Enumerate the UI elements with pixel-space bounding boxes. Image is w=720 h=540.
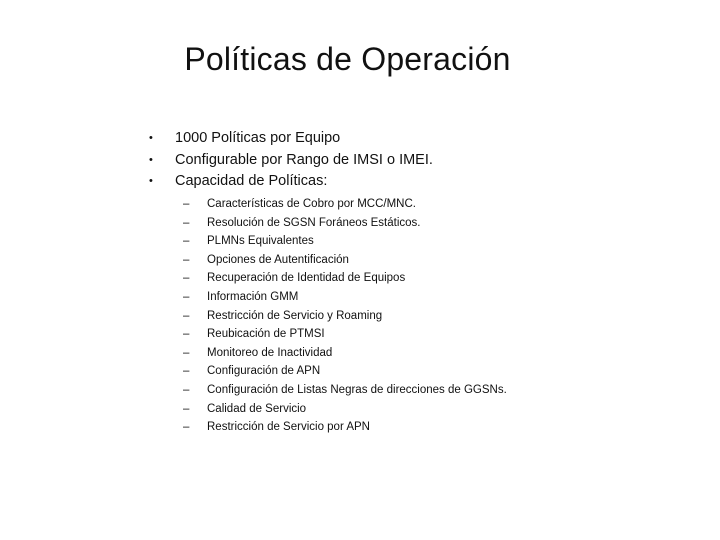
sub-bullet-marker: – xyxy=(183,365,190,378)
bullet-text: Configurable por Rango de IMSI o IMEI. xyxy=(175,151,433,168)
slide-title: Políticas de Operación xyxy=(184,41,511,77)
sub-bullet-text: PLMNs Equivalentes xyxy=(207,235,314,248)
sub-bullet-marker: – xyxy=(183,309,190,322)
bullet-text: 1000 Políticas por Equipo xyxy=(175,130,341,146)
sub-bullet-marker: – xyxy=(183,253,190,266)
sub-bullet-text: Configuración de APN xyxy=(207,365,321,378)
sub-bullet-text: Restricción de Servicio y Roaming xyxy=(207,309,383,322)
sub-bullet-marker: – xyxy=(183,216,190,229)
sub-bullet-marker: – xyxy=(183,235,190,248)
sub-bullet-text: Características de Cobro por MCC/MNC. xyxy=(207,198,416,210)
bullet-text: Capacidad de Políticas: xyxy=(175,173,328,189)
sub-bullet-text: Restricción de Servicio por APN xyxy=(207,421,370,434)
sub-bullet-marker: – xyxy=(183,198,190,210)
sub-bullet-marker: – xyxy=(183,421,190,434)
bullet-marker: • xyxy=(149,175,153,187)
sub-bullet-text: Reubicación de PTMSI xyxy=(207,328,325,341)
sub-bullet-text: Monitoreo de Inactividad xyxy=(207,346,333,359)
bullet-marker: • xyxy=(149,153,153,166)
sub-bullet-marker: – xyxy=(183,402,190,415)
sub-bullet-marker: – xyxy=(183,346,190,359)
sub-bullet-marker: – xyxy=(183,328,190,341)
sub-bullet-marker: – xyxy=(183,272,190,285)
sub-bullet-text: Recuperación de Identidad de Equipos xyxy=(207,272,406,285)
sub-bullet-text: Resolución de SGSN Foráneos Estáticos. xyxy=(207,216,421,229)
sub-bullet-text: Calidad de Servicio xyxy=(207,402,307,415)
sub-bullet-marker: – xyxy=(183,290,190,303)
sub-bullet-text: Configuración de Listas Negras de direcciones de GGSNs. xyxy=(207,383,507,396)
bullet-marker: • xyxy=(149,132,153,144)
sub-bullet-text: Opciones de Autentificación xyxy=(207,253,349,266)
sub-bullet-marker: – xyxy=(183,383,190,396)
sub-bullet-text: Información GMM xyxy=(207,290,299,303)
